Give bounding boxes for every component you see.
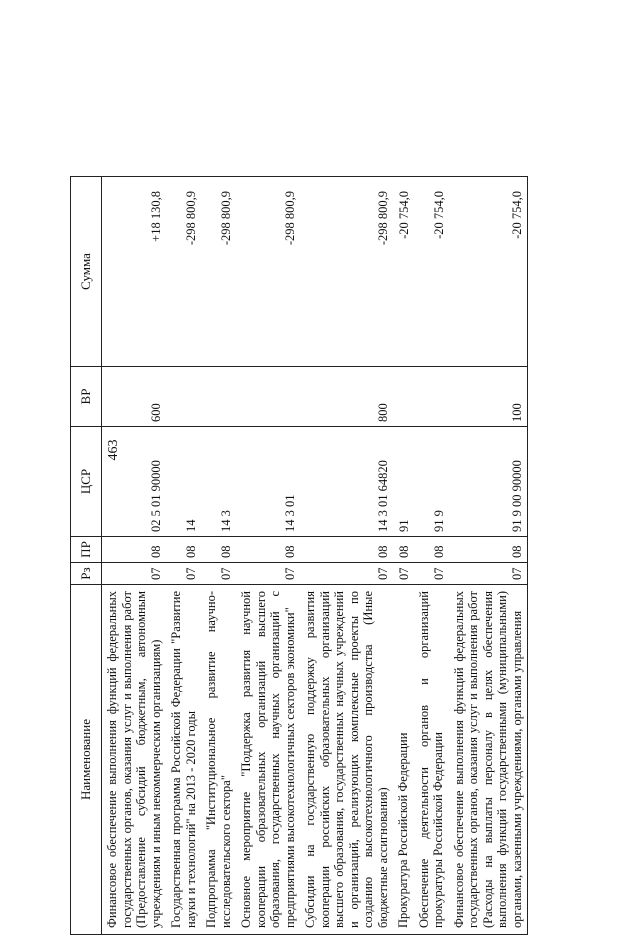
row-csr: 91 9 [414, 427, 449, 537]
row-rz: 07 [300, 563, 393, 585]
header-name: Наименование [71, 585, 102, 935]
header-vr: ВР [71, 367, 102, 427]
row-rz: 07 [166, 563, 201, 585]
row-name: Обеспечение деятельности органов и организаций прокуратуры Российской Федерации [414, 585, 449, 935]
page-number: 463 [106, 439, 121, 461]
row-rz: 07 [414, 563, 449, 585]
row-name: Прокуратура Российской Федерации [393, 585, 414, 935]
table-row [393, 177, 414, 935]
row-name: Субсидии на государственную поддержку развития кооперации российских образовательных организаций высшего образования, государственных научных учреждений и организаций, реализующих комплексные проекты по созданию высокотехнологичного производства (Иные бюджетные ассигнования) [300, 585, 393, 935]
header-pr: ПР [71, 537, 102, 563]
row-csr: 91 9 00 90000 [449, 427, 528, 537]
row-pr: 08 [414, 537, 449, 563]
row-sum: -298 800,9 [236, 177, 300, 367]
row-pr: 08 [449, 537, 528, 563]
table-row [166, 177, 201, 935]
row-csr: 14 3 01 64820 [300, 427, 393, 537]
row-vr [166, 367, 201, 427]
header-csr: ЦСР [71, 427, 102, 537]
header-rz: Рз [71, 563, 102, 585]
row-rz: 07 [102, 563, 167, 585]
table-row [300, 177, 393, 935]
table-row [201, 177, 236, 935]
row-vr: 100 [449, 367, 528, 427]
row-csr: 14 3 [201, 427, 236, 537]
row-sum: -20 754,0 [414, 177, 449, 367]
row-pr: 08 [393, 537, 414, 563]
row-name: Финансовое обеспечение выполнения функций федеральных государственных органов, оказания услуг и выполнения работ (Предоставление субсидий бюджетным, автономным учреждениям и иным некоммерческим организациям) [102, 585, 167, 935]
row-vr: 800 [300, 367, 393, 427]
table-row [102, 177, 167, 935]
table-row [449, 177, 528, 935]
row-name: Подпрограмма "Институциональное развитие научно-исследовательского сектора" [201, 585, 236, 935]
row-pr: 08 [201, 537, 236, 563]
row-name: Основное мероприятие "Поддержка развития научной кооперации образовательных организаций высшего образования, государственных научных организаций с предприятиями высокотехнологичных секторов экономики" [236, 585, 300, 935]
row-sum: -298 800,9 [166, 177, 201, 367]
header-row [71, 177, 102, 935]
row-vr [236, 367, 300, 427]
budget-table [70, 176, 528, 935]
row-rz: 07 [201, 563, 236, 585]
row-name: Финансовое обеспечение выполнения функций федеральных государственных органов, оказания услуг и выполнения работ (Расходы на выплаты персоналу в целях обеспечения выполнения функций государственными (муниципальными) органами, казенными учреждениями, органами управления [449, 585, 528, 935]
row-sum: -298 800,9 [201, 177, 236, 367]
row-sum: -20 754,0 [393, 177, 414, 367]
row-vr [393, 367, 414, 427]
row-csr: 14 [166, 427, 201, 537]
row-rz: 07 [449, 563, 528, 585]
row-csr: 02 5 01 90000 [102, 427, 167, 537]
row-csr: 91 [393, 427, 414, 537]
row-csr: 14 3 01 [236, 427, 300, 537]
row-vr [414, 367, 449, 427]
header-sum: Сумма [71, 177, 102, 367]
row-sum: +18 130,8 [102, 177, 167, 367]
row-rz: 07 [393, 563, 414, 585]
row-sum: -20 754,0 [449, 177, 528, 367]
row-vr: 600 [102, 367, 167, 427]
row-rz: 07 [236, 563, 300, 585]
row-sum: -298 800,9 [300, 177, 393, 367]
row-vr [201, 367, 236, 427]
table-row [414, 177, 449, 935]
row-pr: 08 [300, 537, 393, 563]
row-pr: 08 [166, 537, 201, 563]
row-name: Государственная программа Российской Федерации "Развитие науки и технологий" на 2013 - 2020 годы [166, 585, 201, 935]
row-pr: 08 [102, 537, 167, 563]
row-pr: 08 [236, 537, 300, 563]
table-row [236, 177, 300, 935]
